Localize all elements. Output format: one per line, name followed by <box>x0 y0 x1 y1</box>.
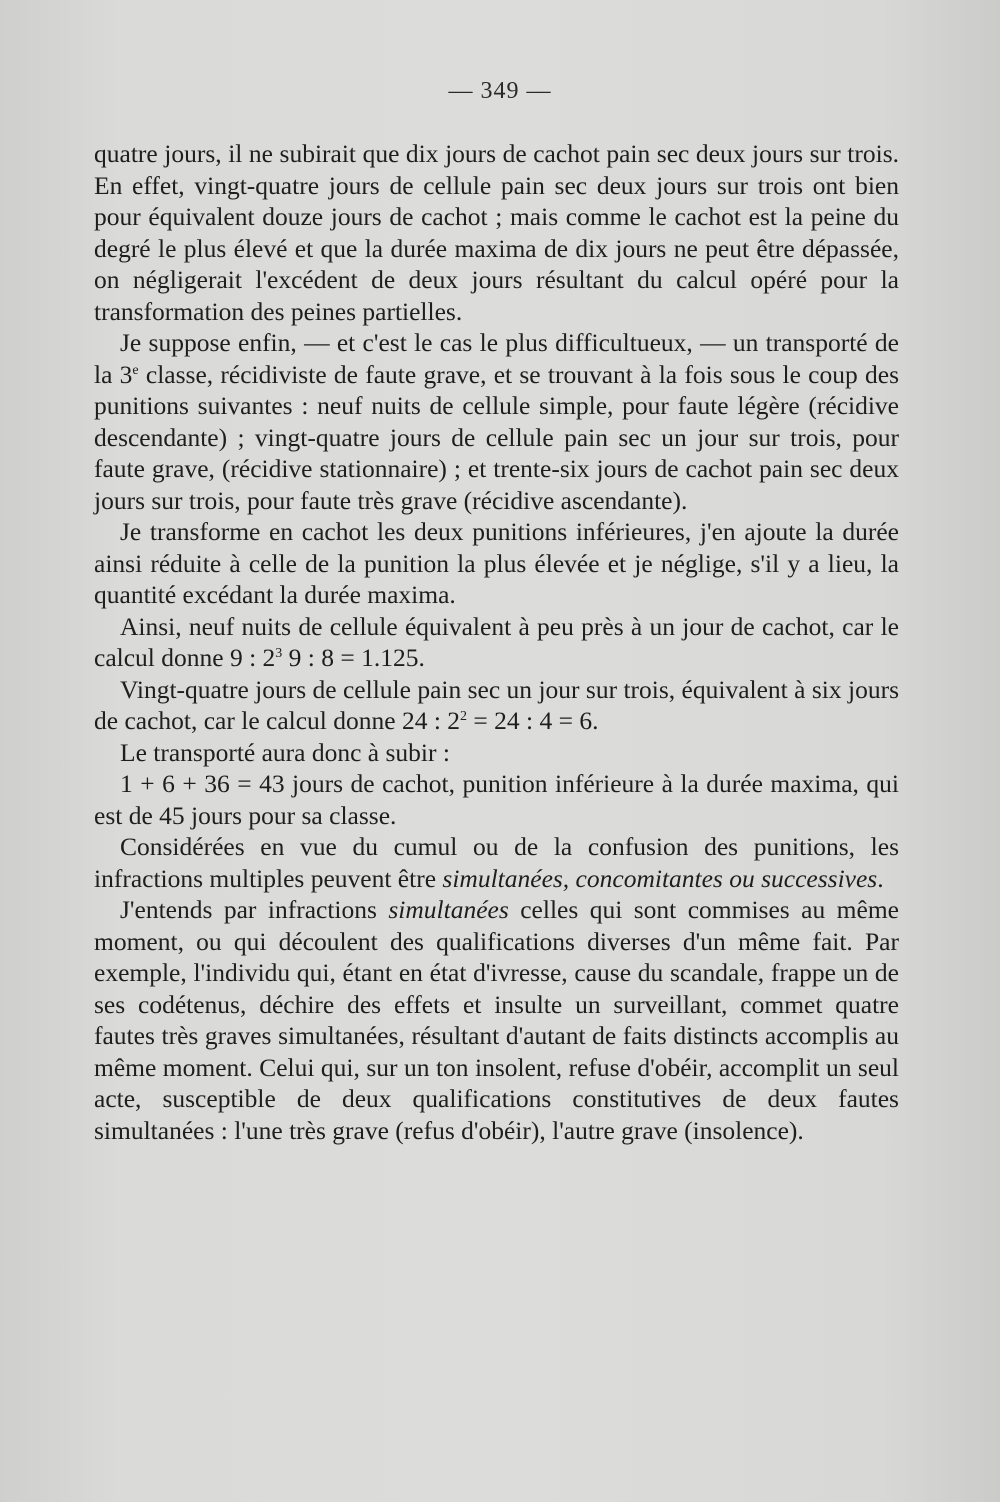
paragraph-9: J'entends par infractions simultanées celles qui sont commises au même moment, ou qui découlent des qualifications diverses d'un même fait. Par exemple, l'individu qui, étant en état d'ivresse, cause du scandale, frappe un de ses codétenus, déchire des effets et insulte un surveillant, commet quatre fautes très graves simultanées, résultant d'autant de faits distincts accomplis au même moment. Celui qui, sur un ton insolent, refuse d'obéir, accomplit un seul acte, susceptible de deux qualifications constitutives de deux fautes simultanées : l'une très grave (refus d'obéir), l'autre grave (insolence). <box>94 895 899 1145</box>
paragraph-1: quatre jours, il ne subirait que dix jours de cachot pain sec deux jours sur trois. En effet, vingt-quatre jours de cellule pain sec deux jours sur trois ont bien pour équivalent douze jours de cachot ; mais comme le cachot est la peine du degré le plus élevé et que la durée maxima de dix jours ne peut être dépassée, on négligerait l'excédent de deux jours résultant du calcul opéré pour la transformation des peines partielles. <box>94 139 899 326</box>
paragraph-2: Je suppose enfin, — et c'est le cas le plus difficultueux, — un transporté de la 3e classe, récidiviste de faute grave, et se trouvant à la fois sous le coup des punitions suivantes : neuf nuits de cellule simple, pour faute légère (récidive descendante) ; vingt-quatre jours de cellule pain sec un jour sur trois, pour faute grave, (récidive stationnaire) ; et trente-six jours de cachot pain sec deux jours sur trois, pour faute très grave (récidive ascendante). <box>94 328 899 515</box>
paragraph-6: Le transporté aura donc à subir : <box>120 737 450 767</box>
paragraph-4: Ainsi, neuf nuits de cellule équivalent à peu près à un jour de cachot, car le calcul donne 9 : $2^3$ 9 : 8 = 1.125. <box>94 611 899 672</box>
paragraph-5: Vingt-quatre jours de cellule pain sec un jour sur trois, équivalent à six jours de cachot, car le calcul donne 24 : $2^2 = 24$ : 4 = 6. <box>94 674 899 735</box>
paragraph-7: 1 + 6 + 36 = 43 jours de cachot, punition inférieure à la durée maxima, qui est de 45 jours pour sa classe. <box>94 769 899 830</box>
page-number: — 349 — <box>448 78 552 104</box>
body-text <box>94 138 899 1146</box>
paragraph-3: Je transforme en cachot les deux punitions inférieures, j'en ajoute la durée ainsi réduite à celle de la punition la plus élevée et je néglige, s'il y a lieu, la quantité excédant la durée maxima. <box>94 517 899 609</box>
paragraph-8: Considérées en vue du cumul ou de la confusion des punitions, les infractions multiples peuvent être simultanées, concomitantes ou successives. <box>94 832 899 893</box>
